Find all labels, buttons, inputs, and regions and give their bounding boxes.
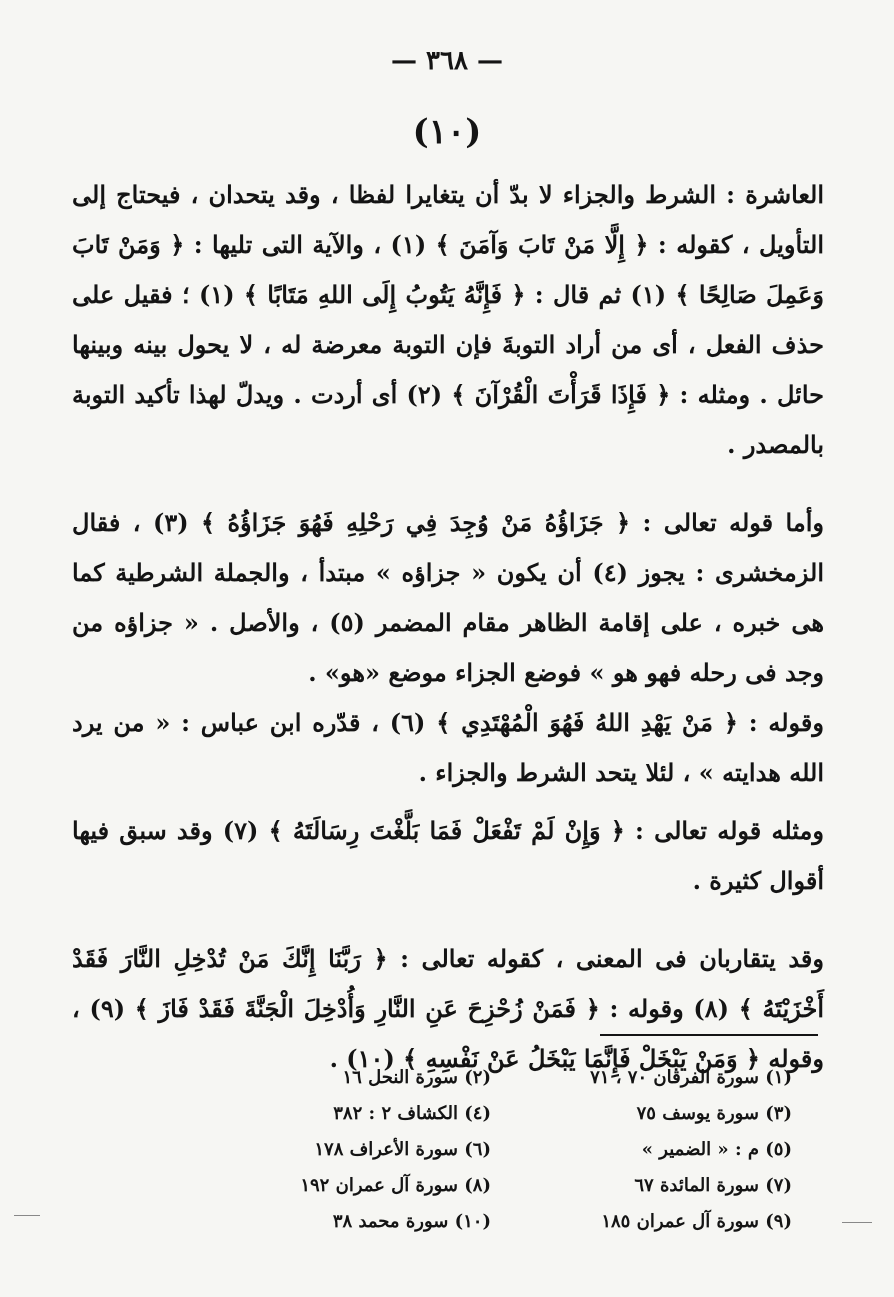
section-number: (١٠) [412,112,482,152]
scan-speck [14,1215,40,1216]
footnote-4: (٤) الكشاف ٢ : ٣٨٢ [333,1103,491,1124]
body-text [72,170,824,1084]
scan-speck [842,1222,872,1223]
paragraph-5: وقد يتقاربان فى المعنى ، كقوله تعالى : ﴿ رَبَّنَا إِنَّكَ مَنْ تُدْخِلِ النَّارَ فَقَدْ أَخْزَيْتَهُ ﴾ (٨) وقوله : ﴿ فَمَنْ زُحْزِحَ عَنِ النَّارِ وَأُدْخِلَ الْجَنَّةَ فَقَدْ فَازَ ﴾ (٩) ، وقوله ﴿ وَمَنْ يَبْخَلْ فَإِنَّمَا يَبْخَلُ عَنْ نَفْسِهِ ﴾ (١٠) . [72,944,824,1073]
paragraph-2: وأما قوله تعالى : ﴿ جَزَاؤُهُ مَنْ وُجِدَ فِي رَحْلِهِ فَهُوَ جَزَاؤُهُ ﴾ (٣) ، فقال الزمخشرى : يجوز (٤) أن يكون « جزاؤه » مبتدأ ، والجملة الشرطية كما هى خبره ، على إقامة الظاهر مقام المضمر (٥) ، والأصل . « جزاؤه من وجد فى رحله فهو هو » فوضع الجزاء موضع «هو» . [72,508,824,687]
footnote-1: (١) سورة الفرقان ٧٠ ، ٧١ [590,1067,792,1088]
footnote-9: (٩) سورة آل عمران ١٨٥ [601,1211,792,1232]
footnotes [230,1062,792,1238]
footnote-3: (٣) سورة يوسف ٧٥ [636,1103,792,1124]
footnote-8: (٨) سورة آل عمران ١٩٢ [300,1175,491,1196]
page-number: — ٣٦٨ — [390,46,504,76]
paragraph-3: وقوله : ﴿ مَنْ يَهْدِ اللهُ فَهُوَ الْمُهْتَدِي ﴾ (٦) ، قدّره ابن عباس : « من يرد الله هدايته » ، لئلا يتحد الشرط والجزاء . [72,708,824,787]
footnote-2: (٢) سورة النحل ١٦ [342,1067,491,1088]
footnote-10: (١٠) سورة محمد ٣٨ [332,1211,491,1232]
footnote-6: (٦) سورة الأعراف ١٧٨ [314,1139,491,1160]
footnote-5: (٥) م : « الضمير » [641,1139,792,1160]
footnote-divider [600,1034,818,1036]
footnote-7: (٧) سورة المائدة ٦٧ [634,1175,792,1196]
paragraph-1: العاشرة : الشرط والجزاء لا بدّ أن يتغايرا لفظا ، وقد يتحدان ، فيحتاج إلى التأويل ، كقوله : ﴿ إِلَّا مَنْ تَابَ وَآمَنَ ﴾ (١) ، والآية التى تليها : ﴿ وَمَنْ تَابَ وَعَمِلَ صَالِحًا ﴾ (١) ثم قال : ﴿ فَإِنَّهُ يَتُوبُ إِلَى اللهِ مَتَابًا ﴾ (١) ؛ فقيل على حذف الفعل ، أى من أراد التوبةَ فإن التوبة معرضة له ، لا يحول بينه وبينها حائل . ومثله : ﴿ فَإِذَا قَرَأْتَ الْقُرْآنَ ﴾ (٢) أى أردت . ويدلّ لهذا تأكيد التوبة بالمصدر . [72,180,825,459]
paragraph-4: ومثله قوله تعالى : ﴿ وَإِنْ لَمْ تَفْعَلْ فَمَا بَلَّغْتَ رِسَالَتَهُ ﴾ (٧) وقد سبق فيها أقوال كثيرة . [72,816,824,895]
